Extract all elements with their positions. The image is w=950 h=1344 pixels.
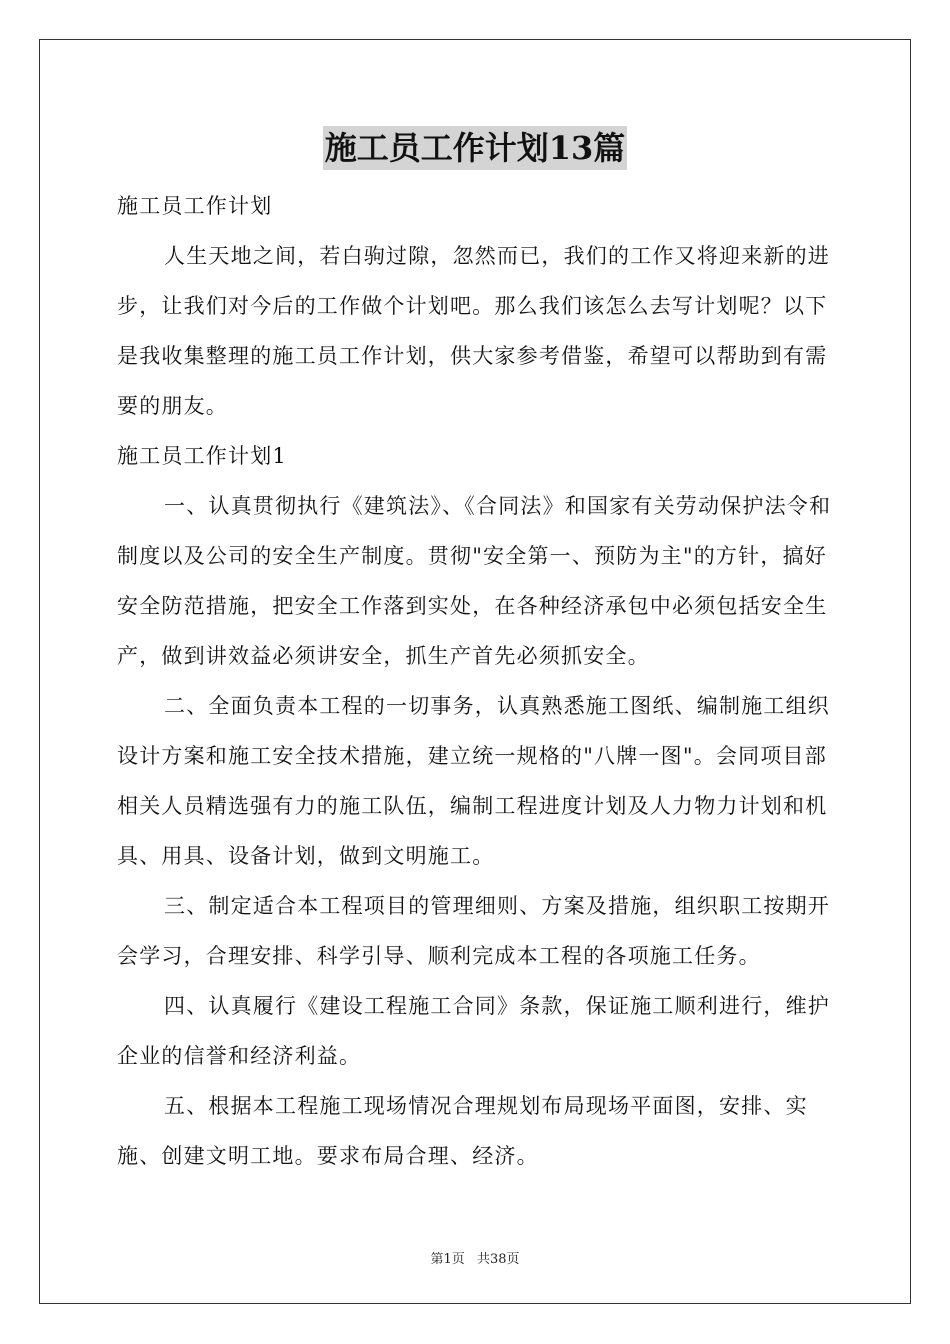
intro-paragraph: 人生天地之间，若白驹过隙，忽然而已，我们的工作又将迎来新的进步，让我们对今后的工作做个计划吧。那么我们该怎么去写计划呢？以下是我收集整理的施工员工作计划，供大家参考借鉴，希望可以帮助到有需要的朋友。: [117, 244, 830, 418]
paragraph-item-2: 二、全面负责本工程的一切事务，认真熟悉施工图纸、编制施工组织设计方案和施工安全技术措施，建立统一规格的"八牌一图"。会同项目部相关人员精选强有力的施工队伍，编制工程进度计划及人力物力计划和机具、用具、设备计划，做到文明施工。: [117, 694, 830, 868]
paragraph-item-5: 五、根据本工程施工现场情况合理规划布局现场平面图，安排、实施、创建文明工地。要求布局合理、经济。: [117, 1094, 808, 1168]
paragraph-item-1: 一、认真贯彻执行《建筑法》、《合同法》和国家有关劳动保护法令和制度以及公司的安全生产制度。贯彻"安全第一、预防为主"的方针，搞好安全防范措施，把安全工作落到实处，在各种经济承包中必须包括安全生产，做到讲效益必须讲安全，抓生产首先必须抓安全。: [117, 494, 832, 668]
page-number: 第1页: [430, 1252, 465, 1267]
page-total: 共38页: [476, 1252, 520, 1267]
paragraph-item-3: 三、制定适合本工程项目的管理细则、方案及措施，组织职工按期开会学习，合理安排、科学引导、顺利完成本工程的各项施工任务。: [117, 894, 830, 968]
page-footer: [0, 1248, 950, 1267]
paragraph-item-4: 四、认真履行《建设工程施工合同》条款，保证施工顺利进行，维护企业的信誉和经济利益。: [117, 994, 830, 1068]
section-heading: 施工员工作计划: [117, 194, 273, 218]
document-title: 施工员工作计划13篇: [323, 126, 628, 170]
section-heading-plan-1: 施工员工作计划1: [117, 444, 287, 468]
title-container: [0, 126, 950, 170]
document-body: [117, 181, 842, 1181]
